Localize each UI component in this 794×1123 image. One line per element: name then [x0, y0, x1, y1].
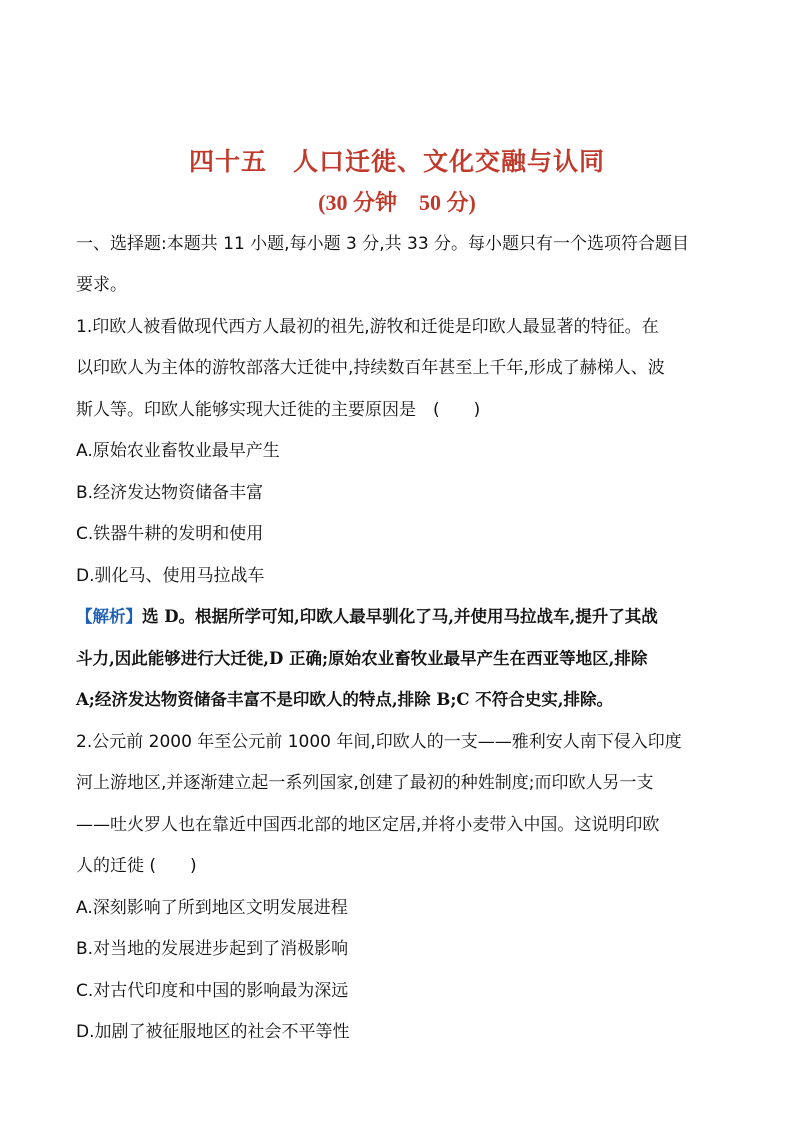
- q2-stem-line: 河上游地区,并逐渐建立起一系列国家,创建了最初的种姓制度;而印欧人另一支: [76, 773, 654, 793]
- section-instruction-line: 要求。: [76, 275, 127, 295]
- section-instruction-line: 一、选择题:本题共 11 小题,每小题 3 分,共 33 分。每小题只有一个选项符合题目: [76, 234, 690, 254]
- q1-option-a: A.原始农业畜牧业最早产生: [76, 441, 280, 461]
- q1-stem-line: 以印欧人为主体的游牧部落大迁徙中,持续数百年甚至上千年,形成了赫梯人、波: [76, 358, 665, 378]
- page-title: 四十五 人口迁徙、文化交融与认同: [188, 147, 605, 176]
- q1-option-c: C.铁器牛耕的发明和使用: [76, 524, 264, 544]
- q1-analysis-line: [76, 606, 658, 628]
- q1-option-d: D.驯化马、使用马拉战车: [76, 566, 265, 586]
- q2-option-b: B.对当地的发展进步起到了消极影响: [76, 939, 349, 959]
- q2-option-d: D.加剧了被征服地区的社会不平等性: [76, 1022, 350, 1042]
- q1-stem-line: 1.印欧人被看做现代西方人最初的祖先,游牧和迁徙是印欧人最显著的特征。在: [76, 317, 659, 337]
- q1-analysis-line: 斗力,因此能够进行大迁徙,D 正确;原始农业畜牧业最早产生在西亚等地区,排除: [76, 649, 648, 668]
- page-subtitle: (30 分钟 50 分): [318, 190, 476, 215]
- analysis-tag: 【解析】: [76, 607, 142, 626]
- q1-analysis-text: 选 D。根据所学可知,印欧人最早驯化了马,并使用马拉战车,提升了其战: [142, 607, 658, 626]
- q1-analysis-line: A;经济发达物资储备丰富不是印欧人的特点,排除 B;C 不符合史实,排除。: [76, 690, 614, 709]
- q2-stem-line: 2.公元前 2000 年至公元前 1000 年间,印欧人的一支——雅利安人南下侵入印度: [76, 732, 682, 752]
- q2-stem-line: 人的迁徙 ( ): [76, 856, 197, 876]
- q2-option-c: C.对古代印度和中国的影响最为深远: [76, 981, 349, 1001]
- q1-option-b: B.经济发达物资储备丰富: [76, 483, 264, 503]
- q1-stem-line: 斯人等。印欧人能够实现大迁徙的主要原因是 ( ): [76, 400, 481, 420]
- q2-stem-line: ——吐火罗人也在靠近中国西北部的地区定居,并将小麦带入中国。这说明印欧: [76, 815, 660, 835]
- q2-option-a: A.深刻影响了所到地区文明发展进程: [76, 898, 348, 918]
